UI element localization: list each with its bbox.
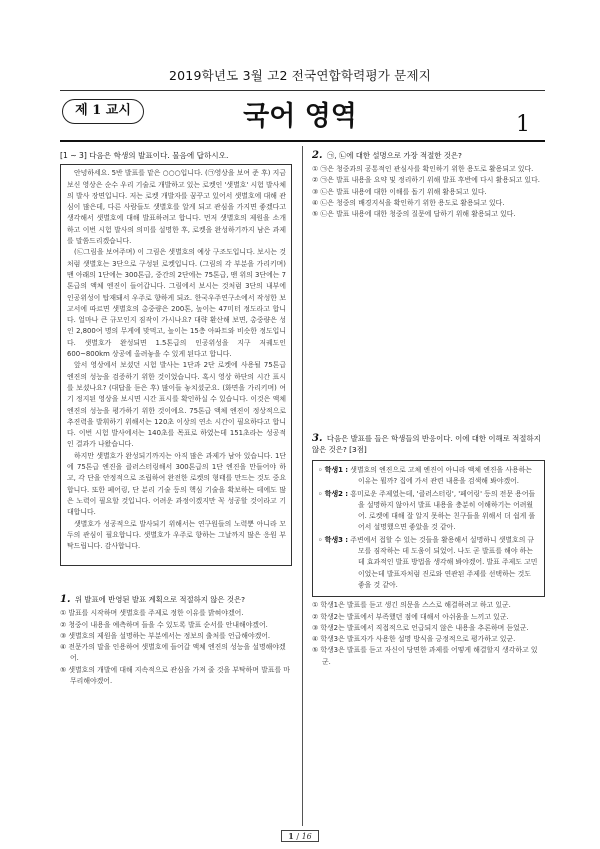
- question-number: 3.: [312, 433, 323, 444]
- answer-option[interactable]: ⑤ ㉡은 발표 내용에 대한 청중의 질문에 답하기 위해 활용되고 있다.: [312, 210, 516, 219]
- answer-option[interactable]: ④ 전문가의 말을 인용하여 샛별호에 들어갈 액체 엔진의 성능을 설명해야겠어.: [60, 643, 286, 663]
- answer-option[interactable]: ① ㉠은 청중과의 공통적인 관심사를 확인하기 위한 용도로 활용되고 있다.: [312, 165, 534, 173]
- footer-total: 16: [301, 832, 312, 841]
- answer-option[interactable]: ② ㉠은 발표 내용을 요약 및 정리하기 위해 발표 후반에 다시 활용되고 있다.: [312, 176, 540, 185]
- passage-paragraph: 하지만 샛별호가 완성되기까지는 아직 많은 과제가 남아 있습니다. 1단에 75톤급 엔진을 클러스터링해서 300톤급의 1단 엔진을 만들어야 하고, 각 단을 안정적으로 조립하여 완전한 로켓의 형태를 만드는 것도 중요합니다. 또한 페어링, 단 분리 기술 등의 핵심 기술을 확보하는 데에도 많은 노력이 필요할 것입니다. 어려운 과정이겠지만 꼭 성공할 것이라고 기대합니다.: [67, 451, 286, 517]
- answer-option[interactable]: ② 학생2는 발표에서 부족했던 점에 대해서 아쉬움을 느끼고 있군.: [312, 612, 509, 621]
- question-1: [60, 594, 292, 687]
- header-thick-rule: [60, 140, 545, 142]
- answer-option[interactable]: ③ 샛별호의 제원을 설명하는 부분에서는 정보의 출처를 언급해야겠어.: [60, 631, 271, 640]
- instruction: [1 ~ 3] 다음은 학생의 발표이다. 물음에 답하시오.: [60, 151, 229, 160]
- question-text: ㉠, ㉡에 대한 설명으로 가장 적절한 것은?: [326, 151, 462, 160]
- speech-passage: [60, 164, 292, 566]
- question-3: [312, 433, 545, 668]
- answer-options: [60, 608, 292, 687]
- student-label: ◦ 학생2 :: [318, 489, 349, 498]
- student-label: ◦ 학생3 :: [318, 535, 349, 544]
- question-text: 다음은 발표를 들은 학생들의 반응이다. 이에 대한 이해로 적절하지 않은 것은? [3점]: [312, 434, 541, 454]
- question-stem: [312, 150, 545, 161]
- question-stem: [60, 594, 292, 605]
- answer-option[interactable]: ④ 학생3은 발표자가 사용한 설명 방식을 긍정적으로 평가하고 있군.: [312, 635, 516, 644]
- question-stem: [312, 433, 545, 455]
- student-response: [318, 465, 539, 488]
- answer-option[interactable]: ① 학생1은 발표를 듣고 생긴 의문을 스스로 해결하려고 하고 있군.: [312, 601, 511, 610]
- passage-paragraph: 안녕하세요. 5반 발표를 맡은 ○○○입니다. (㉠영상을 보여 준 후) 지금 보신 영상은 순수 우리 기술로 개발하고 있는 로켓인 '샛별호' 시험 발사체의 발사 장면입니다. 저는 로켓 개발자를 꿈꾸고 있어서 샛별호에 대해 관심이 많은데, 다른 사람들도 샛별호를 알게 되고 관심을 가지면 좋겠다고 생각해서 샛별호에 대해 발표하려고 합니다. 먼저 샛별호의 제원을 소개하고 이번 시험 발사의 의미를 설명한 후, 로켓을 완성하기까지 남은 과제를 말씀드리겠습니다.: [67, 169, 286, 246]
- exam-title: 2019학년도 3월 고2 전국연합학력평가 문제지: [168, 68, 431, 83]
- passage-paragraph: (㉡그림을 보여주며) 이 그림은 샛별호의 예상 구조도입니다. 보시는 것처럼 샛별호는 3단으로 구성된 로켓입니다. (그림의 각 부분을 가리키며) 맨 아래의 1단에는 300톤급, 중간의 2단에는 75톤급, 맨 위의 3단에는 7톤급의 액체 엔진이 들어갑니다. 그림에서 보시는 것처럼 3단의 내부에 인공위성이 탑재돼서 우주로 향하게 되죠. 한국우주연구소에서 작성한 보고서에 따르면 샛별호의 총중량은 200톤, 높이는 47미터 정도라고 합니다. 얼마나 큰 규모인지 짐작이 가시나요? 대략 환산해 보면, 총중량은 성인 2,800여 명의 무게에 맞먹고, 높이는 15층 아파트와 비슷한 정도입니다. 샛별호가 완성되면 1.5톤급의 인공위성을 지구 저궤도인 600~800km 상공에 올려놓을 수 있게 된다고 합니다.: [67, 248, 286, 359]
- passage-paragraph: 샛별호가 성공적으로 발사되기 위해서는 연구원들의 노력뿐 아니라 모두의 관심이 필요합니다. 샛별호가 우주로 향하는 그날까지 많은 응원 부탁드립니다. 감사합니다.: [67, 519, 286, 551]
- header-rule: [60, 90, 545, 91]
- student-response: [318, 535, 539, 591]
- student-text: 주변에서 접할 수 있는 것들을 활용해서 설명하니 샛별호의 규모를 짐작하는 데 도움이 되었어. 나도 곧 발표를 해야 하는데 효과적인 발표 방법을 생각해 봐야겠어. 발표 주제도 고민이었는데 발표자처럼 진로와 연관된 주제를 선택하는 것도 좋을 것 같아.: [350, 535, 538, 589]
- subject-title: 국어 영역: [243, 101, 357, 132]
- answer-option[interactable]: ⑤ 학생3은 발표를 듣고 자신이 당면한 과제를 어떻게 해결할지 생각하고 있군.: [312, 646, 538, 666]
- footer-page-indicator: 1 / 16: [281, 830, 319, 842]
- page-footer: [0, 830, 600, 842]
- answer-options: [312, 164, 545, 220]
- answer-option[interactable]: ② 청중이 내용을 예측하며 들을 수 있도록 발표 순서를 안내해야겠어.: [60, 620, 268, 629]
- answer-option[interactable]: ③ ㉡은 발표 내용에 대한 이해를 돕기 위해 활용되고 있다.: [312, 187, 487, 196]
- column-divider: [302, 146, 303, 826]
- student-response: [318, 489, 539, 534]
- question-number: 1.: [60, 594, 71, 606]
- answer-options: [312, 600, 545, 668]
- session-label: 제 1 교시: [62, 99, 144, 124]
- answer-option[interactable]: ④ ㉡은 청중의 배경지식을 확인하기 위한 용도로 활용되고 있다.: [312, 198, 505, 207]
- answer-option[interactable]: ⑤ 샛별호의 개발에 대해 지속적으로 관심을 가져 줄 것을 부탁하며 발표를 마무리해야겠어.: [60, 665, 290, 686]
- question-text: 위 발표에 반영된 발표 계획으로 적절하지 않은 것은?: [74, 595, 246, 605]
- question-number: 2.: [312, 150, 323, 161]
- footer-page: 1: [288, 831, 294, 841]
- answer-option[interactable]: ③ 학생2는 발표에서 직접적으로 언급되지 않은 내용을 추론하며 듣었군.: [312, 623, 529, 632]
- student-responses-box: [312, 460, 545, 597]
- student-text: 샛별호의 엔진으로 고체 엔진이 아니라 액체 엔진을 사용하는 이유는 뭘까? 집에 가서 관련 내용을 검색해 봐야겠어.: [350, 466, 533, 486]
- student-label: ◦ 학생1 :: [318, 466, 349, 474]
- passage-paragraph: 앞서 영상에서 보셨던 시험 발사는 1단과 2단 로켓에 사용될 75톤급 엔진의 성능을 검증하기 위한 것이었습니다. 혹시 영상 하단의 시간 표시를 보셨나요? (대답을 듣은 후) 많이들 놓치셨군요. (화면을 가리키며) 여기 정지된 영상을 보시면 시간 표시를 확인하실 수 있습니다. 이것은 액체 엔진의 성능을 평가하기 위한 것이에요. 75톤급 액체 엔진이 정상적으로 추진력을 발휘하기 위해서는 120초 이상의 연소 시간이 필요하다고 합니다. 이번 시험 발사에서는 140초를 목표로 하였는데 151초라는 성공적인 결과가 나왔습니다.: [67, 361, 286, 449]
- left-column: [60, 150, 292, 687]
- answer-option[interactable]: ① 발표를 시작하며 샛별호를 주제로 정한 이유를 밝혀야겠어.: [60, 609, 244, 618]
- question-2: [312, 150, 545, 220]
- right-column: [312, 150, 545, 666]
- page-number: 1: [516, 112, 530, 137]
- student-text: 흥미로운 주제였는데, '클러스터링', '페어링' 등의 전문 용어들을 설명하지 않아서 발표 내용을 충분히 이해하기는 어려웠어. 로켓에 대해 잘 알지 못하는 친구들을 위해서 더 쉽게 풀어서 설명했으면 좋았을 것 같아.: [350, 489, 536, 532]
